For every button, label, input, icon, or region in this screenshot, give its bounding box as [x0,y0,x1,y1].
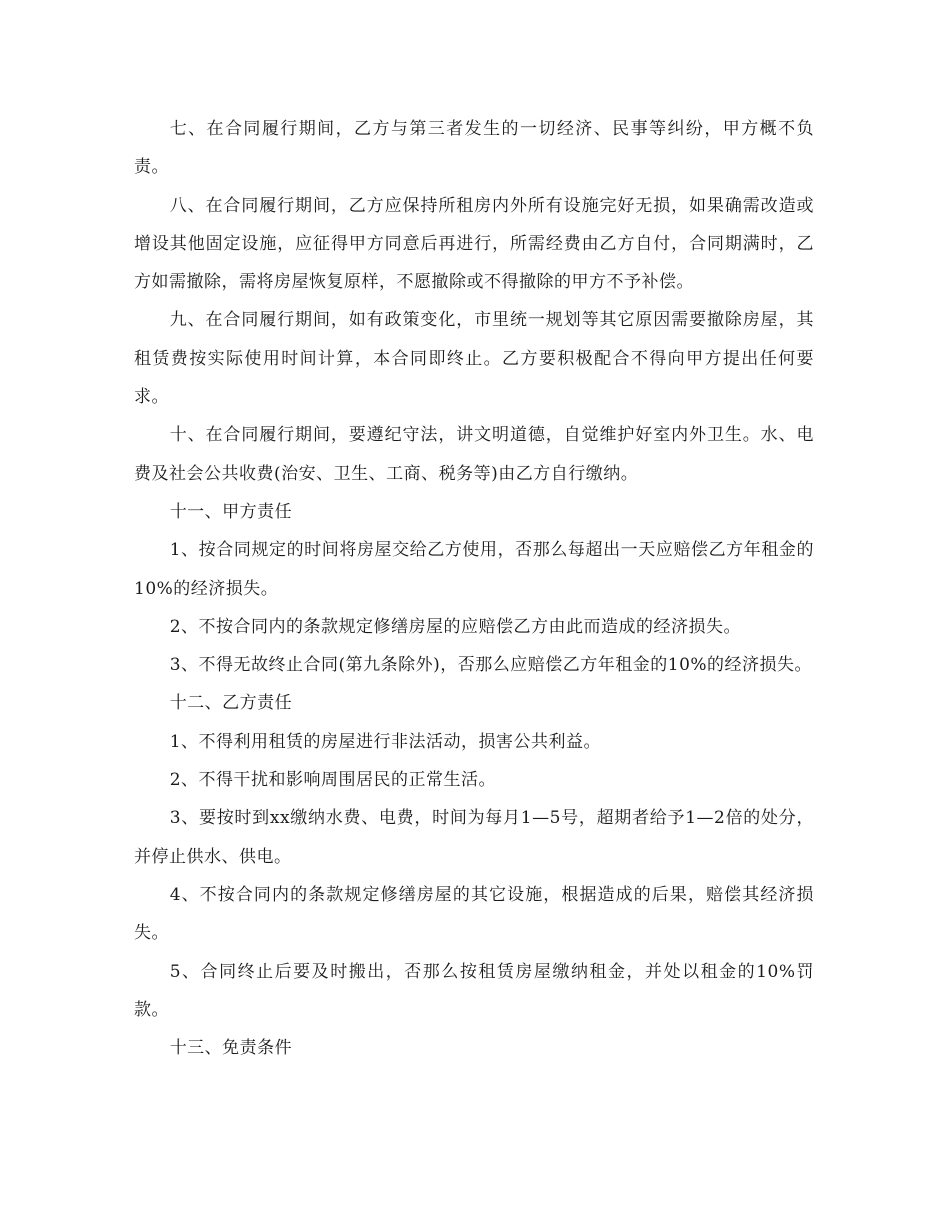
clause-11-item-2: 2、不按合同内的条款规定修缮房屋的应赔偿乙方由此而造成的经济损失。 [169,616,742,637]
clause-10: 十、在合同履行期间，要遵纪守法，讲文明道德，自觉维护好室内外卫生。水、电费及社会公共收费(治安、卫生、工商、税务等)由乙方自行缴纳。 [134,425,814,484]
clause-12-item-1: 1、不得利用租赁的房屋进行非法活动，损害公共利益。 [169,731,602,752]
clause-11-item-3: 3、不得无故终止合同(第九条除外)，否那么应赔偿乙方年租金的10%的经济损失。 [169,655,813,676]
clause-12-item-5: 5、合同终止后要及时搬出，否那么按租赁房屋缴纳租金，并处以租金的10%罚款。 [134,961,814,1020]
clause-12-item-3: 3、要按时到xx缴纳水费、电费，时间为每月1—5号，超期者给予1—2倍的处分，并停止供水、供电。 [134,808,814,867]
document-body [134,110,814,1067]
clause-12-heading: 十二、乙方责任 [169,693,293,714]
clause-9: 九、在合同履行期间，如有政策变化，市里统一规划等其它原因需要撤除房屋，其租赁费按实际使用时间计算，本合同即终止。乙方要积极配合不得向甲方提出任何要求。 [134,310,814,408]
clause-8: 八、在合同履行期间，乙方应保持所租房内外所有设施完好无损，如果确需改造或增设其他固定设施，应征得甲方同意后再进行，所需经费由乙方自付，合同期满时，乙方如需撤除，需将房屋恢复原样，不愿撤除或不得撤除的甲方不予补偿。 [134,195,814,293]
clause-11-heading: 十一、甲方责任 [169,501,293,522]
clause-12-item-4: 4、不按合同内的条款规定修缮房屋的其它设施，根据造成的后果，赔偿其经济损失。 [134,884,814,944]
clause-11-item-1: 1、按合同规定的时间将房屋交给乙方使用，否那么每超出一天应赔偿乙方年租金的10%的经济损失。 [134,540,814,599]
clause-7: 七、在合同履行期间，乙方与第三者发生的一切经济、民事等纠纷，甲方概不负责。 [134,119,814,178]
clause-13-heading: 十三、免责条件 [169,1038,293,1059]
clause-12-item-2: 2、不得干扰和影响周围居民的正常生活。 [169,770,497,791]
